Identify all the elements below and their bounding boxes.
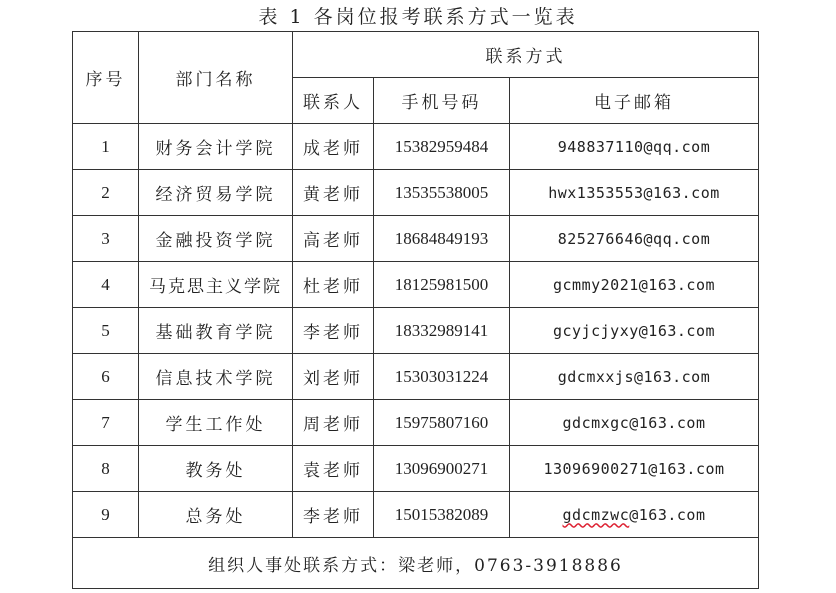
row-seq: 9 (73, 492, 139, 538)
row-dept: 马克思主义学院 (139, 262, 293, 308)
row-email: gdcmxxjs@163.com (510, 354, 759, 400)
row-dept: 学生工作处 (139, 400, 293, 446)
row-seq: 3 (73, 216, 139, 262)
row-email: 13096900271@163.com (510, 446, 759, 492)
row-email: gdcmxgc@163.com (510, 400, 759, 446)
row-phone: 13535538005 (374, 170, 510, 216)
table-row (73, 492, 759, 538)
row-email: 948837110@qq.com (510, 124, 759, 170)
row-email: hwx1353553@163.com (510, 170, 759, 216)
row-seq: 7 (73, 400, 139, 446)
table-row (73, 354, 759, 400)
row-dept: 基础教育学院 (139, 308, 293, 354)
header-person: 联系人 (293, 78, 374, 124)
row-person: 李老师 (293, 308, 374, 354)
table-row (73, 170, 759, 216)
table-caption: 表 1 各岗位报考联系方式一览表 (258, 6, 578, 28)
table-row (73, 124, 759, 170)
row-phone: 15303031224 (374, 354, 510, 400)
row-email: gcmmy2021@163.com (510, 262, 759, 308)
row-phone: 15975807160 (374, 400, 510, 446)
row-person: 成老师 (293, 124, 374, 170)
row-dept: 金融投资学院 (139, 216, 293, 262)
row-seq: 5 (73, 308, 139, 354)
table-row (73, 446, 759, 492)
row-phone: 18125981500 (374, 262, 510, 308)
email-user-spellcheck: gdcmzwc (562, 505, 630, 524)
row-phone: 15382959484 (374, 124, 510, 170)
row-seq: 2 (73, 170, 139, 216)
row-person: 黄老师 (293, 170, 374, 216)
row-person: 袁老师 (293, 446, 374, 492)
row-email: 825276646@qq.com (510, 216, 759, 262)
table-row (73, 262, 759, 308)
header-phone: 手机号码 (374, 78, 510, 124)
contact-table (72, 31, 759, 589)
row-email: gcyjcjyxy@163.com (510, 308, 759, 354)
row-phone: 18332989141 (374, 308, 510, 354)
row-dept: 信息技术学院 (139, 354, 293, 400)
row-dept: 教务处 (139, 446, 293, 492)
row-seq: 4 (73, 262, 139, 308)
row-dept: 总务处 (139, 492, 293, 538)
header-seq: 序号 (73, 32, 139, 124)
row-dept: 财务会计学院 (139, 124, 293, 170)
row-person: 高老师 (293, 216, 374, 262)
row-person: 刘老师 (293, 354, 374, 400)
header-contact-group: 联系方式 (293, 32, 759, 78)
row-seq: 6 (73, 354, 139, 400)
table-row (73, 216, 759, 262)
row-person: 李老师 (293, 492, 374, 538)
row-phone: 18684849193 (374, 216, 510, 262)
row-seq: 1 (73, 124, 139, 170)
row-dept: 经济贸易学院 (139, 170, 293, 216)
email-domain: @163.com (629, 505, 706, 524)
footer-contact: 组织人事处联系方式：梁老师，0763-3918886 (73, 538, 759, 589)
row-seq: 8 (73, 446, 139, 492)
row-person: 杜老师 (293, 262, 374, 308)
table-row (73, 400, 759, 446)
header-email: 电子邮箱 (510, 78, 759, 124)
row-phone: 13096900271 (374, 446, 510, 492)
row-phone: 15015382089 (374, 492, 510, 538)
header-dept: 部门名称 (139, 32, 293, 124)
table-row (73, 308, 759, 354)
row-person: 周老师 (293, 400, 374, 446)
row-email (510, 492, 759, 538)
